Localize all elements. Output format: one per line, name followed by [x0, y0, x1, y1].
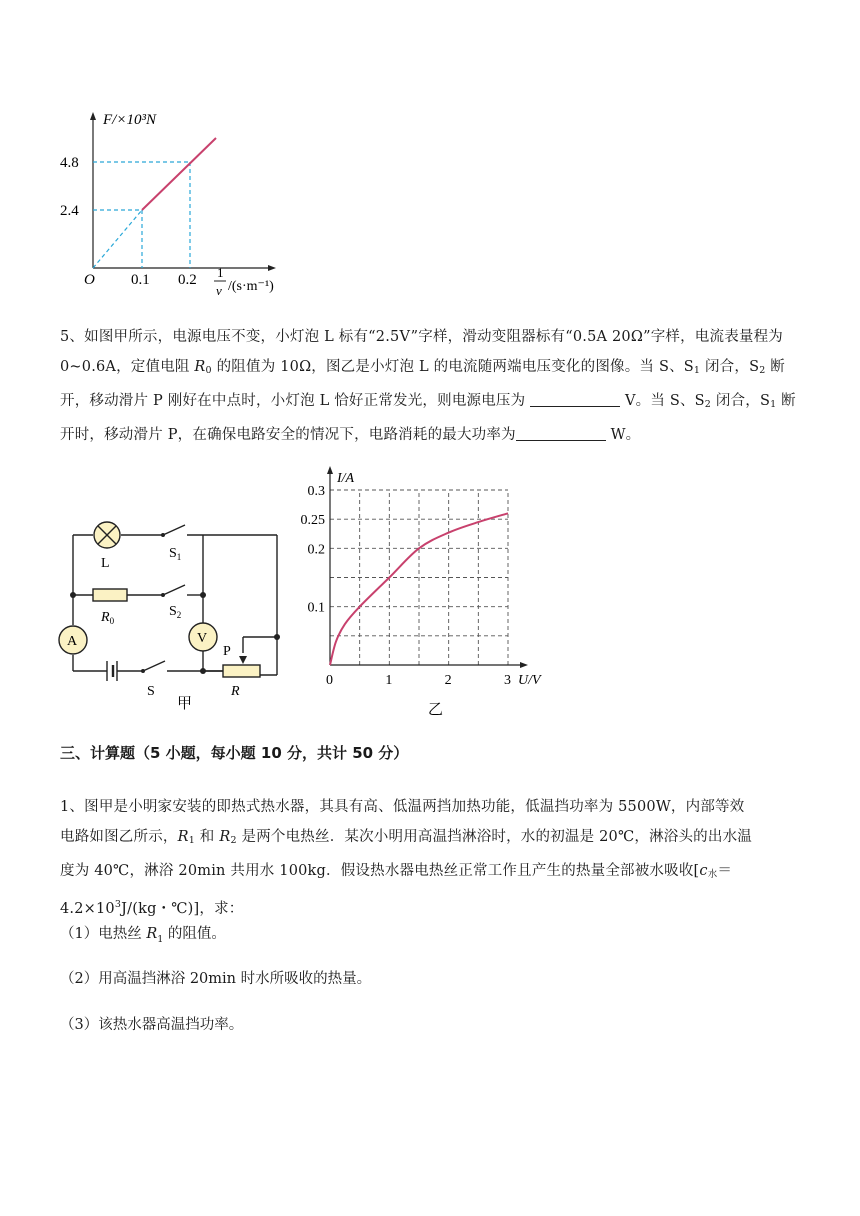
- q5-seg7: 断开时，移动滑片 P，在确保电路安全的情况下，电路消耗的最大功率为: [60, 393, 796, 443]
- junction-dot: [274, 634, 280, 640]
- iu-xtick-label: 3: [504, 673, 511, 688]
- iu-ytick-label: 0.3: [307, 484, 325, 499]
- calc-question-1: [60, 792, 805, 924]
- force-xtick-0.2: 0.2: [178, 272, 197, 288]
- switch-s2-label: $S_2$: [169, 604, 182, 620]
- force-ytick-2.4: 2.4: [60, 203, 79, 219]
- q5-s2-sub: 2: [759, 365, 766, 376]
- iu-xtick-label: 0: [326, 673, 333, 688]
- lamp-symbol: [94, 522, 120, 548]
- q5-seg2: 的阻值为 10Ω，图乙是小灯泡 L 的电流随两端电压变化的图像。当 S、S: [211, 359, 694, 375]
- junction-dot: [70, 592, 76, 598]
- q5-r0: R: [194, 359, 206, 375]
- switch-s1-label: $S_1$: [169, 546, 182, 562]
- voltmeter-label: V: [197, 631, 208, 646]
- iu-x-axis-label: U/V: [518, 673, 541, 688]
- iu-ytick-label: 0.1: [307, 600, 325, 616]
- iu-ytick-label: 0.2: [307, 542, 325, 558]
- q5-seg5: V。当 S、S: [620, 393, 705, 409]
- switch-s-symbol: [141, 661, 165, 673]
- current-voltage-chart: [300, 460, 560, 722]
- q5-seg1: 5、如图甲所示，电源电压不变，小灯泡 L 标有“2.5V”字样，滑动变阻器标有“0.5A 20Ω”字样，电流表量程为 0~0.6A，定值电阻: [60, 329, 783, 375]
- q5-seg4: 断开，移动滑片 P 刚好在中点时，小灯泡 L 恰好正常发光，则电源电压为: [60, 359, 785, 409]
- battery-symbol: [107, 661, 117, 681]
- lamp-label: L: [101, 556, 110, 571]
- slider-label: P: [223, 644, 231, 659]
- iu-xtick-label: 1: [385, 673, 393, 688]
- answer-blank-voltage[interactable]: [530, 392, 620, 407]
- iu-ytick-label: 0.25: [300, 513, 325, 529]
- force-graph-y-arrow: [90, 112, 96, 120]
- force-y-axis-label: F/×10³N: [103, 112, 156, 128]
- q5-r0-sub: 0: [205, 365, 212, 376]
- force-xtick-0.1: 0.1: [131, 272, 150, 288]
- iu-xtick-label: 2: [444, 673, 452, 688]
- force-graph-x-arrow: [268, 265, 276, 271]
- force-x-label-unit: /(s·m⁻¹): [228, 279, 274, 294]
- circuit-caption: 甲: [177, 696, 193, 712]
- iu-y-axis-label: I/A: [337, 471, 355, 486]
- circuit-diagram: [55, 505, 295, 720]
- q1-line1: 1、图甲是小明家安装的即热式热水器，其具有高、低温两挡加热功能，低温挡功率为 5500W，内部等效: [60, 799, 745, 815]
- slider-arrow: [239, 656, 247, 664]
- resistor-r0-symbol: [93, 589, 127, 601]
- switch-s-label: S: [147, 684, 155, 699]
- q1-subquestion-1: （1）电热丝 $R_1$ 的阻值。: [60, 926, 226, 945]
- q5-s1b-sub: 1: [770, 399, 777, 410]
- junction-dot: [200, 668, 206, 674]
- q5-seg8: W。: [605, 427, 641, 443]
- q1-line4: $4.2\times 10^3J/(kg$・℃)]，求：: [60, 899, 244, 917]
- q5-seg3: 闭合，S: [700, 359, 760, 375]
- force-x-label-numerator: 1: [217, 265, 224, 280]
- iu-chart-caption: 乙: [428, 702, 444, 718]
- q1-line2: 电路如图乙所示，$R_1$ 和 $R_2$ 是两个电热丝．某次小明用高温挡淋浴时，水的初温是 20℃，淋浴头的出水温: [60, 829, 752, 846]
- question-5: [60, 322, 805, 450]
- q5-seg6: 闭合，S: [711, 393, 771, 409]
- section-3-heading: 三、计算题（5 小题，每小题 10 分，共计 50 分）: [60, 744, 409, 762]
- resistor-r0-label: $R_0$: [101, 610, 115, 626]
- switch-s1-symbol: [161, 525, 185, 537]
- q5-s2b-sub: 2: [704, 399, 712, 410]
- force-graph: [60, 100, 320, 305]
- answer-blank-power[interactable]: [516, 426, 606, 441]
- ammeter-label: A: [67, 634, 78, 649]
- iu-y-arrow: [327, 466, 333, 474]
- q5-s1-sub: 1: [693, 365, 701, 376]
- q1-subquestion-3: （3）该热水器高温挡功率。: [60, 1017, 244, 1033]
- rheostat-label: R: [231, 684, 240, 699]
- force-origin-label: O: [84, 272, 95, 288]
- junction-dot: [200, 592, 206, 598]
- force-ytick-4.8: 4.8: [60, 155, 79, 171]
- switch-s2-symbol: [161, 585, 185, 597]
- rheostat-symbol: [223, 665, 260, 677]
- guide-origin-diagonal: [93, 210, 142, 268]
- force-x-label-denominator: v: [216, 283, 222, 298]
- force-line: [142, 138, 216, 210]
- q1-subquestion-2: （2）用高温挡淋浴 20min 时水所吸收的热量。: [60, 971, 372, 987]
- q1-line3: 度为 40℃，淋浴 20min 共用水 100kg．假设热水器电热丝正常工作且产生的热量全部被水吸收[$c_水=$: [60, 863, 733, 880]
- iu-x-arrow: [520, 662, 528, 668]
